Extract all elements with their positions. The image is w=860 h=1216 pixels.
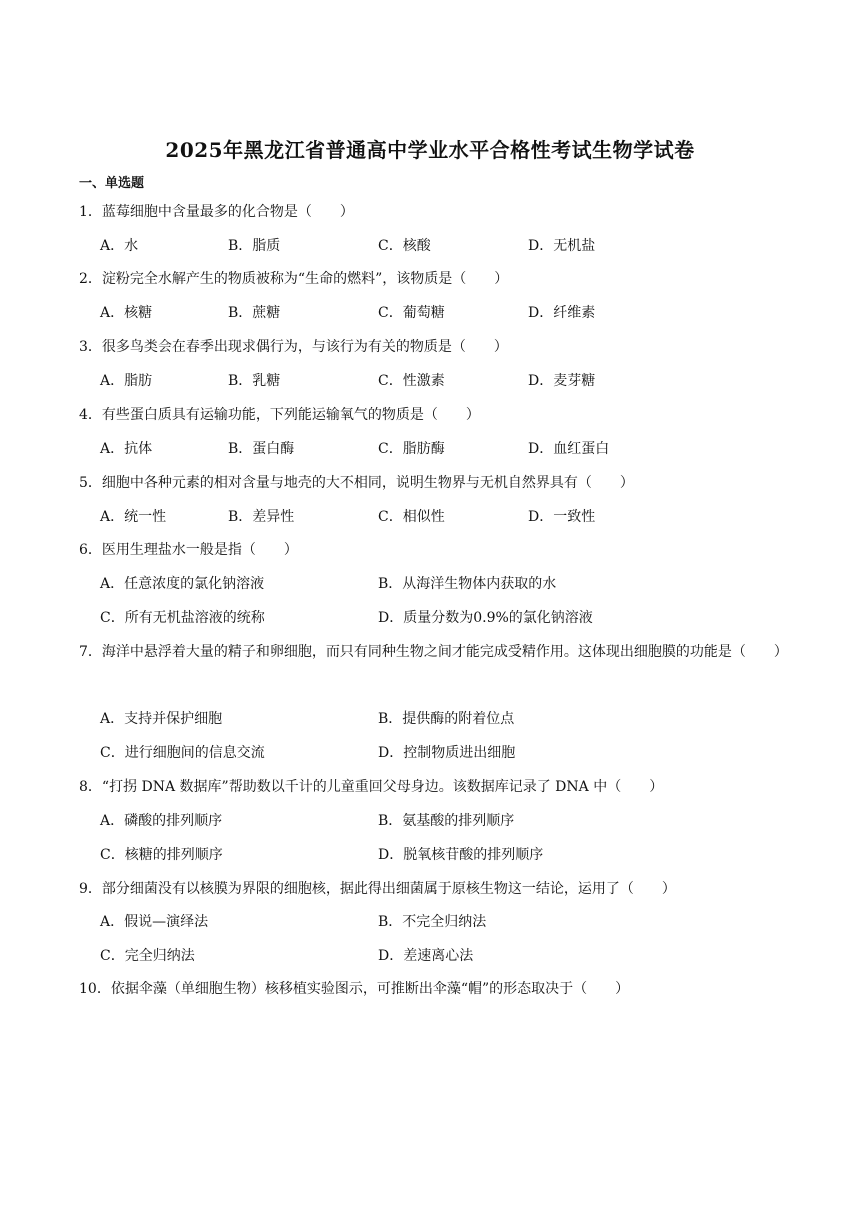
q9-option-a: A．假说—演绎法 xyxy=(100,914,209,930)
q1-option-d: D．无机盐 xyxy=(528,238,596,254)
q4-option-a: A．抗体 xyxy=(100,441,153,457)
q6-option-c: C．所有无机盐溶液的统称 xyxy=(100,610,265,626)
q9-option-c: C．完全归纳法 xyxy=(100,948,195,964)
question-2-stem: 2．淀粉完全水解产生的物质被称为“生命的燃料”，该物质是（ ） xyxy=(79,271,509,287)
q2-option-b: B．蔗糖 xyxy=(228,305,281,321)
question-4-stem: 4．有些蛋白质具有运输功能，下列能运输氧气的物质是（ ） xyxy=(79,407,480,423)
q2-option-c: C．葡萄糖 xyxy=(378,305,445,321)
question-8-stem: 8．“打拐 DNA 数据库”帮助数以千计的儿童重回父母身边。该数据库记录了 DNA 中（ ） xyxy=(79,779,664,795)
q3-option-a: A．脂肪 xyxy=(100,373,153,389)
q4-option-d: D．血红蛋白 xyxy=(528,441,610,457)
q8-option-d: D．脱氧核苷酸的排列顺序 xyxy=(378,847,544,863)
q5-option-c: C．相似性 xyxy=(378,509,445,525)
q7-option-b: B．提供酶的附着位点 xyxy=(378,711,515,727)
q1-option-a: A．水 xyxy=(100,238,139,254)
question-10-stem: 10．依据伞藻（单细胞生物）核移植实验图示，可推断出伞藻“帽”的形态取决于（ ） xyxy=(79,981,630,997)
q9-option-b: B．不完全归纳法 xyxy=(378,914,487,930)
section-title: 一、单选题 xyxy=(79,176,145,191)
q2-option-d: D．纤维素 xyxy=(528,305,596,321)
q7-option-d: D．控制物质进出细胞 xyxy=(378,745,516,761)
q3-option-c: C．性激素 xyxy=(378,373,445,389)
q7-option-c: C．进行细胞间的信息交流 xyxy=(100,745,265,761)
q6-option-b: B．从海洋生物体内获取的水 xyxy=(378,576,557,592)
question-5-stem: 5．细胞中各种元素的相对含量与地壳的大不相同，说明生物界与无机自然界具有（ ） xyxy=(79,475,634,491)
q2-option-a: A．核糖 xyxy=(100,305,153,321)
question-9-stem: 9．部分细菌没有以核膜为界限的细胞核，据此得出细菌属于原核生物这一结论，运用了（ ） xyxy=(79,881,676,897)
q1-option-c: C．核酸 xyxy=(378,238,431,254)
q8-option-a: A．磷酸的排列顺序 xyxy=(100,813,223,829)
q5-option-d: D．一致性 xyxy=(528,509,596,525)
q1-option-b: B．脂质 xyxy=(228,238,281,254)
q8-option-c: C．核糖的排列顺序 xyxy=(100,847,223,863)
q8-option-b: B．氨基酸的排列顺序 xyxy=(378,813,515,829)
q4-option-b: B．蛋白酶 xyxy=(228,441,295,457)
page-title: 2025年黑龙江省普通高中学业水平合格性考试生物学试卷 xyxy=(165,138,695,162)
question-3-stem: 3．很多鸟类会在春季出现求偶行为，与该行为有关的物质是（ ） xyxy=(79,339,508,355)
q5-option-a: A．统一性 xyxy=(100,509,167,525)
q6-option-d: D．质量分数为0.9%的氯化钠溶液 xyxy=(378,610,593,626)
question-7-stem: 7．海洋中悬浮着大量的精子和卵细胞，而只有同种生物之间才能完成受精作用。这体现出细胞膜的功能是（ ） xyxy=(79,644,788,660)
q4-option-c: C．脂肪酶 xyxy=(378,441,445,457)
q9-option-d: D．差速离心法 xyxy=(378,948,474,964)
question-6-stem: 6．医用生理盐水一般是指（ ） xyxy=(79,542,298,558)
question-1-stem: 1．蓝莓细胞中含量最多的化合物是（ ） xyxy=(79,204,354,220)
q3-option-b: B．乳糖 xyxy=(228,373,281,389)
q6-option-a: A．任意浓度的氯化钠溶液 xyxy=(100,576,265,592)
q7-option-a: A．支持并保护细胞 xyxy=(100,711,223,727)
q3-option-d: D．麦芽糖 xyxy=(528,373,596,389)
q5-option-b: B．差异性 xyxy=(228,509,295,525)
